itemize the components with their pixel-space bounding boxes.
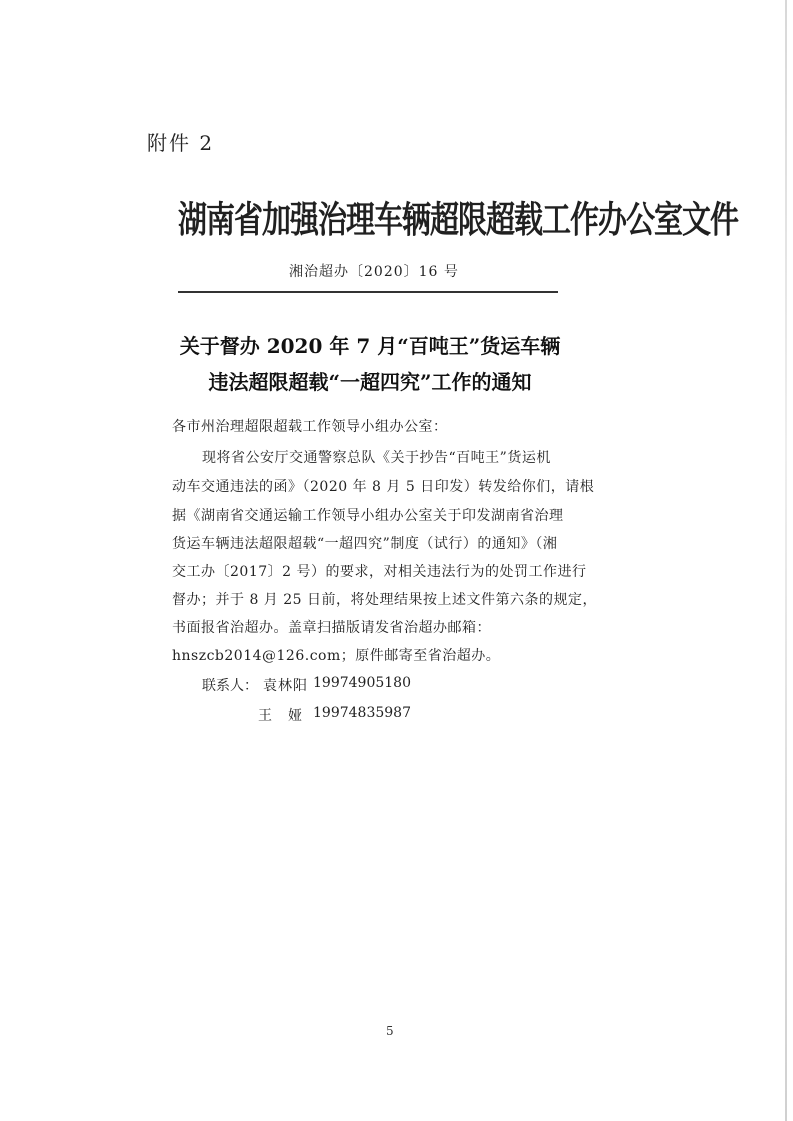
body-line: 督办；并于 8 月 25 日前，将处理结果按上述文件第六条的规定， — [172, 592, 598, 608]
contact-phone: 19974835987 — [313, 705, 411, 721]
addressee: 各市州治理超限超载工作领导小组办公室： — [172, 419, 448, 435]
header-divider — [178, 291, 558, 293]
body-line: 书面报省治超办。盖章扫描版请发省治超办邮箱： — [172, 620, 491, 636]
body-line: 货运车辆违法超限超载“一超四究”制度（试行）的通知》（湘 — [172, 536, 558, 552]
body-line: hnszcb2014@126.com；原件邮寄至省治超办。 — [172, 648, 501, 664]
contact-name: 王 娅 — [258, 708, 303, 724]
contact-phone: 19974905180 — [313, 675, 411, 691]
page-number: 5 — [386, 1024, 394, 1038]
attachment-label: 附件 2 — [147, 131, 215, 155]
body-line: 交工办〔2017〕2 号）的要求，对相关违法行为的处罚工作进行 — [172, 564, 587, 580]
notice-title-line-2: 违法超限超载“一超四究”工作的通知 — [208, 370, 532, 394]
scan-edge-line — [785, 0, 787, 1121]
issuer-header-title: 湖南省加强治理车辆超限超载工作办公室文件 — [178, 198, 739, 241]
body-line: 动车交通违法的函》（2020 年 8 月 5 日印发）转发给你们，请根 — [172, 479, 595, 495]
document-number: 湘治超办〔2020〕16 号 — [289, 264, 459, 280]
contact-label: 联系人： — [202, 678, 258, 694]
body-line: 据《湖南省交通运输工作领导小组办公室关于印发湖南省治理 — [172, 508, 564, 524]
contact-name: 袁林阳 — [263, 678, 308, 694]
notice-title-line-1: 关于督办 2020 年 7 月“百吨王”货运车辆 — [179, 334, 561, 358]
body-line: 现将省公安厅交通警察总队《关于抄告“百吨王”货运机 — [202, 450, 551, 466]
